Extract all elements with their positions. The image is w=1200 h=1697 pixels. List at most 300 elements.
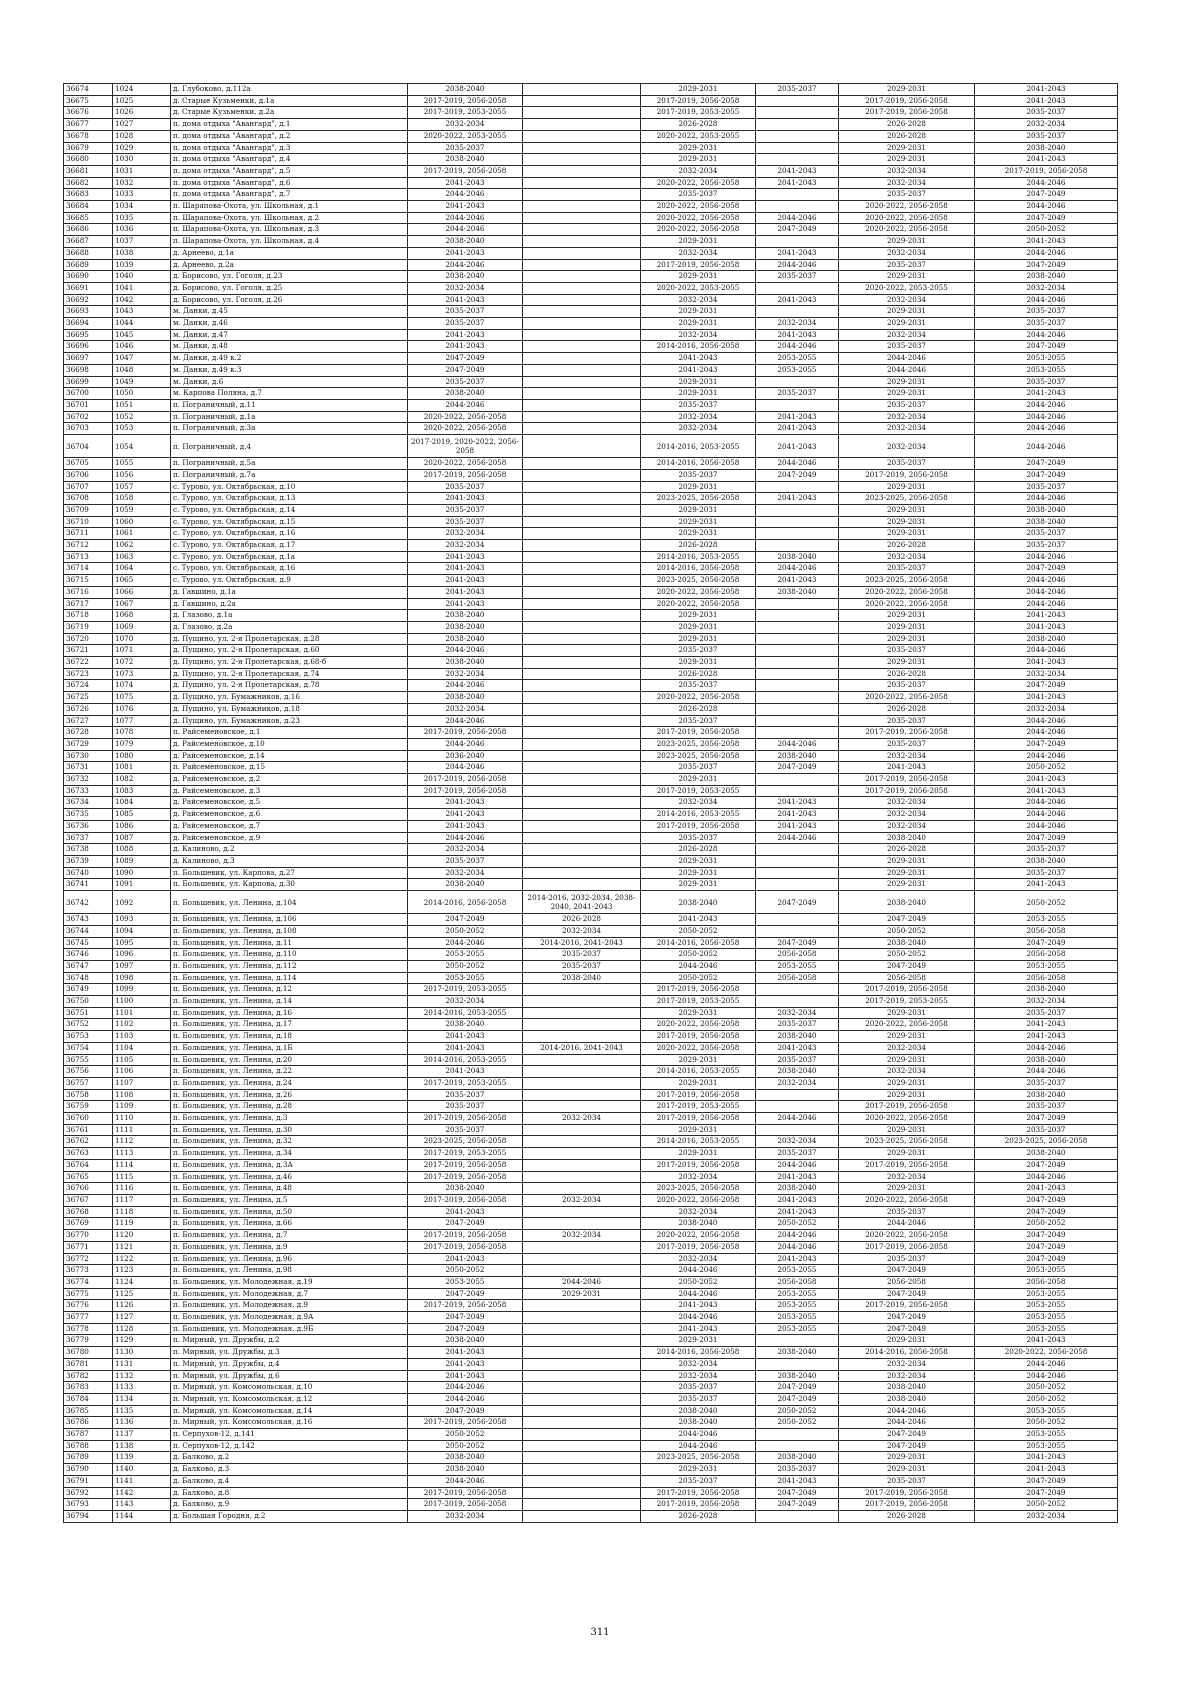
item-number-cell: 1050 xyxy=(113,388,171,400)
period-4-cell: 2050-2052 xyxy=(756,1417,839,1429)
period-4-cell: 2038-2040 xyxy=(756,750,839,762)
address-cell: д. Большая Городня, д.2 xyxy=(171,1510,408,1522)
period-5-cell: 2032-2034 xyxy=(839,411,975,423)
period-6-cell: 2038-2040 xyxy=(975,1089,1118,1101)
row-id-cell: 36718 xyxy=(64,610,113,622)
period-2-cell xyxy=(523,376,641,388)
period-2-cell xyxy=(523,1054,641,1066)
period-3-cell: 2017-2019, 2056-2058 xyxy=(641,820,756,832)
period-2-cell xyxy=(523,236,641,248)
period-4-cell: 2047-2049 xyxy=(756,224,839,236)
period-2-cell xyxy=(523,703,641,715)
row-id-cell: 36676 xyxy=(64,107,113,119)
period-3-cell: 2017-2019, 2056-2058 xyxy=(641,1241,756,1253)
period-1-cell: 2017-2019, 2056-2058 xyxy=(408,1194,523,1206)
address-cell: п. Большевик, ул. Молодежная, д.19 xyxy=(171,1276,408,1288)
row-id-cell: 36705 xyxy=(64,458,113,470)
period-6-cell: 2032-2034 xyxy=(975,119,1118,131)
period-3-cell: 2023-2025, 2056-2058 xyxy=(641,738,756,750)
period-4-cell xyxy=(756,879,839,891)
period-3-cell: 2041-2043 xyxy=(641,914,756,926)
row-id-cell: 36757 xyxy=(64,1077,113,1089)
row-id-cell: 36723 xyxy=(64,668,113,680)
period-4-cell xyxy=(756,1101,839,1113)
period-5-cell: 2029-2031 xyxy=(839,1464,975,1476)
period-5-cell: 2032-2034 xyxy=(839,329,975,341)
period-4-cell: 2044-2046 xyxy=(756,1241,839,1253)
row-id-cell: 36737 xyxy=(64,832,113,844)
period-3-cell: 2020-2022, 2056-2058 xyxy=(641,1042,756,1054)
address-cell: п. Райсеменовское, д.15 xyxy=(171,762,408,774)
period-5-cell: 2029-2031 xyxy=(839,142,975,154)
period-1-cell: 2038-2040 xyxy=(408,1335,523,1347)
period-2-cell xyxy=(523,1089,641,1101)
period-3-cell: 2014-2016, 2053-2055 xyxy=(641,1136,756,1148)
period-1-cell: 2032-2034 xyxy=(408,867,523,879)
period-1-cell: 2050-2052 xyxy=(408,925,523,937)
period-6-cell: 2035-2037 xyxy=(975,1101,1118,1113)
period-6-cell: 2047-2049 xyxy=(975,1487,1118,1499)
period-6-cell: 2035-2037 xyxy=(975,107,1118,119)
period-4-cell: 2053-2055 xyxy=(756,1288,839,1300)
table-row xyxy=(64,95,1118,107)
item-number-cell: 1128 xyxy=(113,1323,171,1335)
period-3-cell: 2017-2019, 2053-2055 xyxy=(641,1101,756,1113)
table-row xyxy=(64,1323,1118,1335)
period-4-cell: 2035-2037 xyxy=(756,388,839,400)
period-6-cell: 2047-2049 xyxy=(975,1230,1118,1242)
period-2-cell xyxy=(523,154,641,166)
table-row xyxy=(64,1429,1118,1441)
table-row xyxy=(64,960,1118,972)
period-3-cell: 2017-2019, 2056-2058 xyxy=(641,259,756,271)
period-3-cell: 2023-2025, 2056-2058 xyxy=(641,575,756,587)
row-id-cell: 36729 xyxy=(64,738,113,750)
period-4-cell: 2050-2052 xyxy=(756,1218,839,1230)
period-1-cell: 2044-2046 xyxy=(408,738,523,750)
period-6-cell: 2041-2043 xyxy=(975,1452,1118,1464)
period-5-cell: 2020-2022, 2056-2058 xyxy=(839,1230,975,1242)
period-3-cell: 2020-2022, 2056-2058 xyxy=(641,1194,756,1206)
period-4-cell xyxy=(756,914,839,926)
table-row xyxy=(64,516,1118,528)
period-5-cell: 2020-2022, 2056-2058 xyxy=(839,224,975,236)
period-5-cell: 2029-2031 xyxy=(839,633,975,645)
period-4-cell: 2035-2037 xyxy=(756,1148,839,1160)
period-5-cell: 2056-2058 xyxy=(839,1276,975,1288)
table-row xyxy=(64,972,1118,984)
period-3-cell: 2020-2022, 2056-2058 xyxy=(641,177,756,189)
item-number-cell: 1087 xyxy=(113,832,171,844)
period-2-cell xyxy=(523,282,641,294)
item-number-cell: 1126 xyxy=(113,1300,171,1312)
period-1-cell: 2041-2043 xyxy=(408,1042,523,1054)
row-id-cell: 36707 xyxy=(64,481,113,493)
row-id-cell: 36697 xyxy=(64,353,113,365)
address-cell: с. Турово, ул. Октябрьская, д.16 xyxy=(171,528,408,540)
period-3-cell: 2026-2028 xyxy=(641,668,756,680)
period-5-cell: 2032-2034 xyxy=(839,1358,975,1370)
period-2-cell xyxy=(523,469,641,481)
period-6-cell: 2041-2043 xyxy=(975,1335,1118,1347)
address-cell: п. Пограничный, д.1а xyxy=(171,411,408,423)
period-3-cell: 2035-2037 xyxy=(641,715,756,727)
table-row xyxy=(64,388,1118,400)
period-5-cell: 2032-2034 xyxy=(839,750,975,762)
period-1-cell: 2044-2046 xyxy=(408,259,523,271)
period-2-cell: 2014-2016, 2041-2043 xyxy=(523,1042,641,1054)
row-id-cell: 36738 xyxy=(64,844,113,856)
period-3-cell: 2029-2031 xyxy=(641,621,756,633)
period-1-cell: 2035-2037 xyxy=(408,318,523,330)
period-4-cell: 2047-2049 xyxy=(756,1382,839,1394)
period-3-cell: 2017-2019, 2056-2058 xyxy=(641,1089,756,1101)
period-3-cell: 2029-2031 xyxy=(641,504,756,516)
period-5-cell: 2029-2031 xyxy=(839,1124,975,1136)
period-5-cell: 2035-2037 xyxy=(839,680,975,692)
period-5-cell: 2056-2058 xyxy=(839,972,975,984)
address-cell: п. Большевик, ул. Ленина, д.12 xyxy=(171,984,408,996)
period-6-cell: 2056-2058 xyxy=(975,925,1118,937)
period-3-cell: 2020-2022, 2056-2058 xyxy=(641,1230,756,1242)
address-cell: п. дома отдыха "Авангард", д.6 xyxy=(171,177,408,189)
period-4-cell: 2047-2049 xyxy=(756,937,839,949)
row-id-cell: 36742 xyxy=(64,891,113,914)
period-2-cell xyxy=(523,201,641,213)
period-1-cell: 2032-2034 xyxy=(408,1510,523,1522)
period-1-cell: 2044-2046 xyxy=(408,399,523,411)
register-sheet xyxy=(63,83,1117,1523)
period-3-cell: 2032-2034 xyxy=(641,247,756,259)
period-4-cell: 2044-2046 xyxy=(756,1159,839,1171)
address-cell: д. Глазово, д.1а xyxy=(171,610,408,622)
period-4-cell: 2038-2040 xyxy=(756,1452,839,1464)
item-number-cell: 1049 xyxy=(113,376,171,388)
period-1-cell: 2017-2019, 2056-2058 xyxy=(408,727,523,739)
row-id-cell: 36736 xyxy=(64,820,113,832)
row-id-cell: 36739 xyxy=(64,856,113,868)
row-id-cell: 36794 xyxy=(64,1510,113,1522)
row-id-cell: 36770 xyxy=(64,1230,113,1242)
period-5-cell: 2029-2031 xyxy=(839,306,975,318)
row-id-cell: 36702 xyxy=(64,411,113,423)
period-1-cell: 2047-2049 xyxy=(408,1218,523,1230)
address-cell: с. Турово, ул. Октябрьская, д.17 xyxy=(171,540,408,552)
period-2-cell xyxy=(523,996,641,1008)
period-2-cell xyxy=(523,493,641,505)
item-number-cell: 1055 xyxy=(113,458,171,470)
period-4-cell: 2053-2055 xyxy=(756,1312,839,1324)
period-1-cell: 2047-2049 xyxy=(408,1405,523,1417)
period-6-cell: 2044-2046 xyxy=(975,575,1118,587)
period-1-cell: 2038-2040 xyxy=(408,621,523,633)
address-cell: д. Пущино, ул. Бумажников, д.18 xyxy=(171,703,408,715)
table-row xyxy=(64,984,1118,996)
period-4-cell xyxy=(756,189,839,201)
table-row xyxy=(64,703,1118,715)
period-4-cell: 2038-2040 xyxy=(756,1066,839,1078)
row-id-cell: 36693 xyxy=(64,306,113,318)
period-4-cell: 2038-2040 xyxy=(756,1370,839,1382)
period-3-cell: 2044-2046 xyxy=(641,1265,756,1277)
period-4-cell xyxy=(756,645,839,657)
period-4-cell: 2053-2055 xyxy=(756,364,839,376)
table-row xyxy=(64,1475,1118,1487)
row-id-cell: 36754 xyxy=(64,1042,113,1054)
period-2-cell xyxy=(523,1019,641,1031)
row-id-cell: 36719 xyxy=(64,621,113,633)
period-3-cell: 2029-2031 xyxy=(641,481,756,493)
row-id-cell: 36679 xyxy=(64,142,113,154)
row-id-cell: 36748 xyxy=(64,972,113,984)
item-number-cell: 1041 xyxy=(113,282,171,294)
table-row xyxy=(64,1159,1118,1171)
table-row xyxy=(64,1124,1118,1136)
table-row xyxy=(64,423,1118,435)
period-1-cell: 2020-2022, 2056-2058 xyxy=(408,411,523,423)
table-row xyxy=(64,563,1118,575)
item-number-cell: 1119 xyxy=(113,1218,171,1230)
period-1-cell: 2038-2040 xyxy=(408,657,523,669)
item-number-cell: 1134 xyxy=(113,1393,171,1405)
row-id-cell: 36731 xyxy=(64,762,113,774)
period-5-cell: 2029-2031 xyxy=(839,879,975,891)
period-6-cell: 2044-2046 xyxy=(975,1171,1118,1183)
period-2-cell xyxy=(523,797,641,809)
row-id-cell: 36786 xyxy=(64,1417,113,1429)
period-2-cell: 2014-2016, 2032-2034, 2038-2040, 2041-2043 xyxy=(523,891,641,914)
row-id-cell: 36762 xyxy=(64,1136,113,1148)
period-3-cell: 2041-2043 xyxy=(641,1300,756,1312)
row-id-cell: 36746 xyxy=(64,949,113,961)
period-2-cell xyxy=(523,738,641,750)
period-6-cell: 2053-2055 xyxy=(975,1405,1118,1417)
address-cell: п. Шарапова-Охота, ул. Школьная, д.3 xyxy=(171,224,408,236)
period-4-cell: 2032-2034 xyxy=(756,1077,839,1089)
period-1-cell: 2041-2043 xyxy=(408,1253,523,1265)
period-4-cell: 2053-2055 xyxy=(756,1265,839,1277)
period-4-cell: 2035-2037 xyxy=(756,84,839,96)
period-4-cell: 2056-2058 xyxy=(756,972,839,984)
period-2-cell xyxy=(523,1136,641,1148)
period-1-cell: 2014-2016, 2053-2055 xyxy=(408,1007,523,1019)
item-number-cell: 1109 xyxy=(113,1101,171,1113)
period-1-cell: 2041-2043 xyxy=(408,586,523,598)
period-5-cell: 2035-2037 xyxy=(839,738,975,750)
table-row xyxy=(64,586,1118,598)
row-id-cell: 36766 xyxy=(64,1183,113,1195)
period-3-cell: 2029-2031 xyxy=(641,1124,756,1136)
period-1-cell: 2035-2037 xyxy=(408,306,523,318)
period-3-cell: 2014-2016, 2056-2058 xyxy=(641,937,756,949)
row-id-cell: 36767 xyxy=(64,1194,113,1206)
period-1-cell: 2044-2046 xyxy=(408,680,523,692)
period-3-cell: 2029-2031 xyxy=(641,1054,756,1066)
period-3-cell: 2035-2037 xyxy=(641,189,756,201)
table-row xyxy=(64,318,1118,330)
address-cell: п. Большевик, ул. Ленина, д.30 xyxy=(171,1124,408,1136)
table-row xyxy=(64,1288,1118,1300)
address-cell: п. Шарапова-Охота, ул. Школьная, д.2 xyxy=(171,212,408,224)
table-row xyxy=(64,1230,1118,1242)
period-2-cell xyxy=(523,1148,641,1160)
period-3-cell: 2026-2028 xyxy=(641,540,756,552)
address-cell: п. Большевик, ул. Ленина, д.98 xyxy=(171,1265,408,1277)
period-4-cell: 2044-2046 xyxy=(756,1113,839,1125)
period-4-cell xyxy=(756,633,839,645)
item-number-cell: 1090 xyxy=(113,867,171,879)
row-id-cell: 36759 xyxy=(64,1101,113,1113)
period-4-cell xyxy=(756,621,839,633)
address-cell: п. Большевик, ул. Ленина, д.22 xyxy=(171,1066,408,1078)
address-cell: п. Большевик, ул. Молодежная, д.9 xyxy=(171,1300,408,1312)
period-2-cell xyxy=(523,306,641,318)
period-3-cell: 2029-2031 xyxy=(641,528,756,540)
row-id-cell: 36787 xyxy=(64,1429,113,1441)
period-3-cell: 2029-2031 xyxy=(641,856,756,868)
period-1-cell: 2032-2034 xyxy=(408,528,523,540)
table-row xyxy=(64,189,1118,201)
address-cell: д. Пущино, ул. Бумажников, д.23 xyxy=(171,715,408,727)
period-6-cell: 2050-2052 xyxy=(975,1499,1118,1511)
table-row xyxy=(64,236,1118,248)
item-number-cell: 1062 xyxy=(113,540,171,552)
address-cell: м. Данки, д.47 xyxy=(171,329,408,341)
period-3-cell: 2026-2028 xyxy=(641,1510,756,1522)
period-6-cell: 2047-2049 xyxy=(975,212,1118,224)
item-number-cell: 1104 xyxy=(113,1042,171,1054)
period-5-cell: 2017-2019, 2056-2058 xyxy=(839,95,975,107)
period-2-cell xyxy=(523,1382,641,1394)
register-table-body xyxy=(64,84,1118,1523)
period-5-cell: 2017-2019, 2056-2058 xyxy=(839,1487,975,1499)
period-6-cell: 2044-2046 xyxy=(975,493,1118,505)
period-4-cell xyxy=(756,95,839,107)
address-cell: д. Балково, д.4 xyxy=(171,1475,408,1487)
row-id-cell: 36792 xyxy=(64,1487,113,1499)
item-number-cell: 1138 xyxy=(113,1440,171,1452)
period-1-cell: 2041-2043 xyxy=(408,809,523,821)
row-id-cell: 36684 xyxy=(64,201,113,213)
period-6-cell: 2047-2049 xyxy=(975,1113,1118,1125)
period-3-cell: 2035-2037 xyxy=(641,645,756,657)
period-3-cell: 2038-2040 xyxy=(641,1218,756,1230)
period-4-cell xyxy=(756,1089,839,1101)
period-5-cell: 2020-2022, 2056-2058 xyxy=(839,586,975,598)
period-3-cell: 2032-2034 xyxy=(641,329,756,341)
period-5-cell: 2029-2031 xyxy=(839,1031,975,1043)
period-2-cell: 2026-2028 xyxy=(523,914,641,926)
period-4-cell: 2047-2049 xyxy=(756,891,839,914)
period-5-cell: 2020-2022, 2056-2058 xyxy=(839,1194,975,1206)
period-5-cell: 2032-2034 xyxy=(839,247,975,259)
period-5-cell: 2032-2034 xyxy=(839,423,975,435)
item-number-cell: 1028 xyxy=(113,130,171,142)
period-4-cell xyxy=(756,984,839,996)
item-number-cell: 1137 xyxy=(113,1429,171,1441)
period-2-cell xyxy=(523,1101,641,1113)
period-2-cell: 2035-2037 xyxy=(523,960,641,972)
address-cell: п. Большевик, ул. Ленина, д.17 xyxy=(171,1019,408,1031)
row-id-cell: 36740 xyxy=(64,867,113,879)
address-cell: м. Данки, д.49 к.2 xyxy=(171,353,408,365)
period-5-cell: 2047-2049 xyxy=(839,1288,975,1300)
period-6-cell: 2032-2034 xyxy=(975,1510,1118,1522)
period-5-cell: 2032-2034 xyxy=(839,294,975,306)
period-4-cell: 2041-2043 xyxy=(756,493,839,505)
period-6-cell: 2038-2040 xyxy=(975,1054,1118,1066)
period-3-cell: 2032-2034 xyxy=(641,1171,756,1183)
row-id-cell: 36691 xyxy=(64,282,113,294)
table-row xyxy=(64,458,1118,470)
period-1-cell: 2050-2052 xyxy=(408,1265,523,1277)
period-3-cell: 2029-2031 xyxy=(641,154,756,166)
period-5-cell: 2047-2049 xyxy=(839,1323,975,1335)
table-row xyxy=(64,201,1118,213)
period-3-cell: 2029-2031 xyxy=(641,610,756,622)
period-1-cell: 2041-2043 xyxy=(408,1347,523,1359)
period-3-cell: 2017-2019, 2053-2055 xyxy=(641,996,756,1008)
row-id-cell: 36785 xyxy=(64,1405,113,1417)
address-cell: п. Большевик, ул. Молодежная, д.9А xyxy=(171,1312,408,1324)
period-4-cell: 2041-2043 xyxy=(756,809,839,821)
table-row xyxy=(64,1171,1118,1183)
address-cell: п. Большевик, ул. Ленина, д.104 xyxy=(171,891,408,914)
item-number-cell: 1029 xyxy=(113,142,171,154)
item-number-cell: 1097 xyxy=(113,960,171,972)
period-3-cell: 2017-2019, 2053-2055 xyxy=(641,785,756,797)
period-4-cell xyxy=(756,1510,839,1522)
period-2-cell xyxy=(523,984,641,996)
item-number-cell: 1048 xyxy=(113,364,171,376)
item-number-cell: 1111 xyxy=(113,1124,171,1136)
period-1-cell: 2041-2043 xyxy=(408,598,523,610)
period-1-cell: 2041-2043 xyxy=(408,177,523,189)
table-row xyxy=(64,1405,1118,1417)
period-3-cell: 2038-2040 xyxy=(641,1417,756,1429)
row-id-cell: 36788 xyxy=(64,1440,113,1452)
period-6-cell: 2053-2055 xyxy=(975,1300,1118,1312)
table-row xyxy=(64,668,1118,680)
item-number-cell: 1127 xyxy=(113,1312,171,1324)
table-row xyxy=(64,1113,1118,1125)
period-1-cell: 2047-2049 xyxy=(408,1288,523,1300)
table-row xyxy=(64,294,1118,306)
item-number-cell: 1084 xyxy=(113,797,171,809)
period-1-cell: 2050-2052 xyxy=(408,1440,523,1452)
period-4-cell: 2032-2034 xyxy=(756,318,839,330)
item-number-cell: 1105 xyxy=(113,1054,171,1066)
period-6-cell: 2047-2049 xyxy=(975,259,1118,271)
period-3-cell: 2029-2031 xyxy=(641,867,756,879)
row-id-cell: 36747 xyxy=(64,960,113,972)
period-6-cell: 2035-2037 xyxy=(975,318,1118,330)
period-5-cell: 2029-2031 xyxy=(839,236,975,248)
period-3-cell: 2029-2031 xyxy=(641,1077,756,1089)
period-3-cell: 2020-2022, 2056-2058 xyxy=(641,212,756,224)
row-id-cell: 36782 xyxy=(64,1370,113,1382)
period-6-cell: 2035-2037 xyxy=(975,540,1118,552)
period-1-cell: 2041-2043 xyxy=(408,294,523,306)
period-1-cell: 2047-2049 xyxy=(408,914,523,926)
period-4-cell xyxy=(756,996,839,1008)
period-3-cell: 2017-2019, 2056-2058 xyxy=(641,984,756,996)
period-3-cell: 2017-2019, 2056-2058 xyxy=(641,1031,756,1043)
table-row xyxy=(64,329,1118,341)
period-6-cell: 2050-2052 xyxy=(975,1218,1118,1230)
period-4-cell xyxy=(756,856,839,868)
period-4-cell: 2041-2043 xyxy=(756,1206,839,1218)
